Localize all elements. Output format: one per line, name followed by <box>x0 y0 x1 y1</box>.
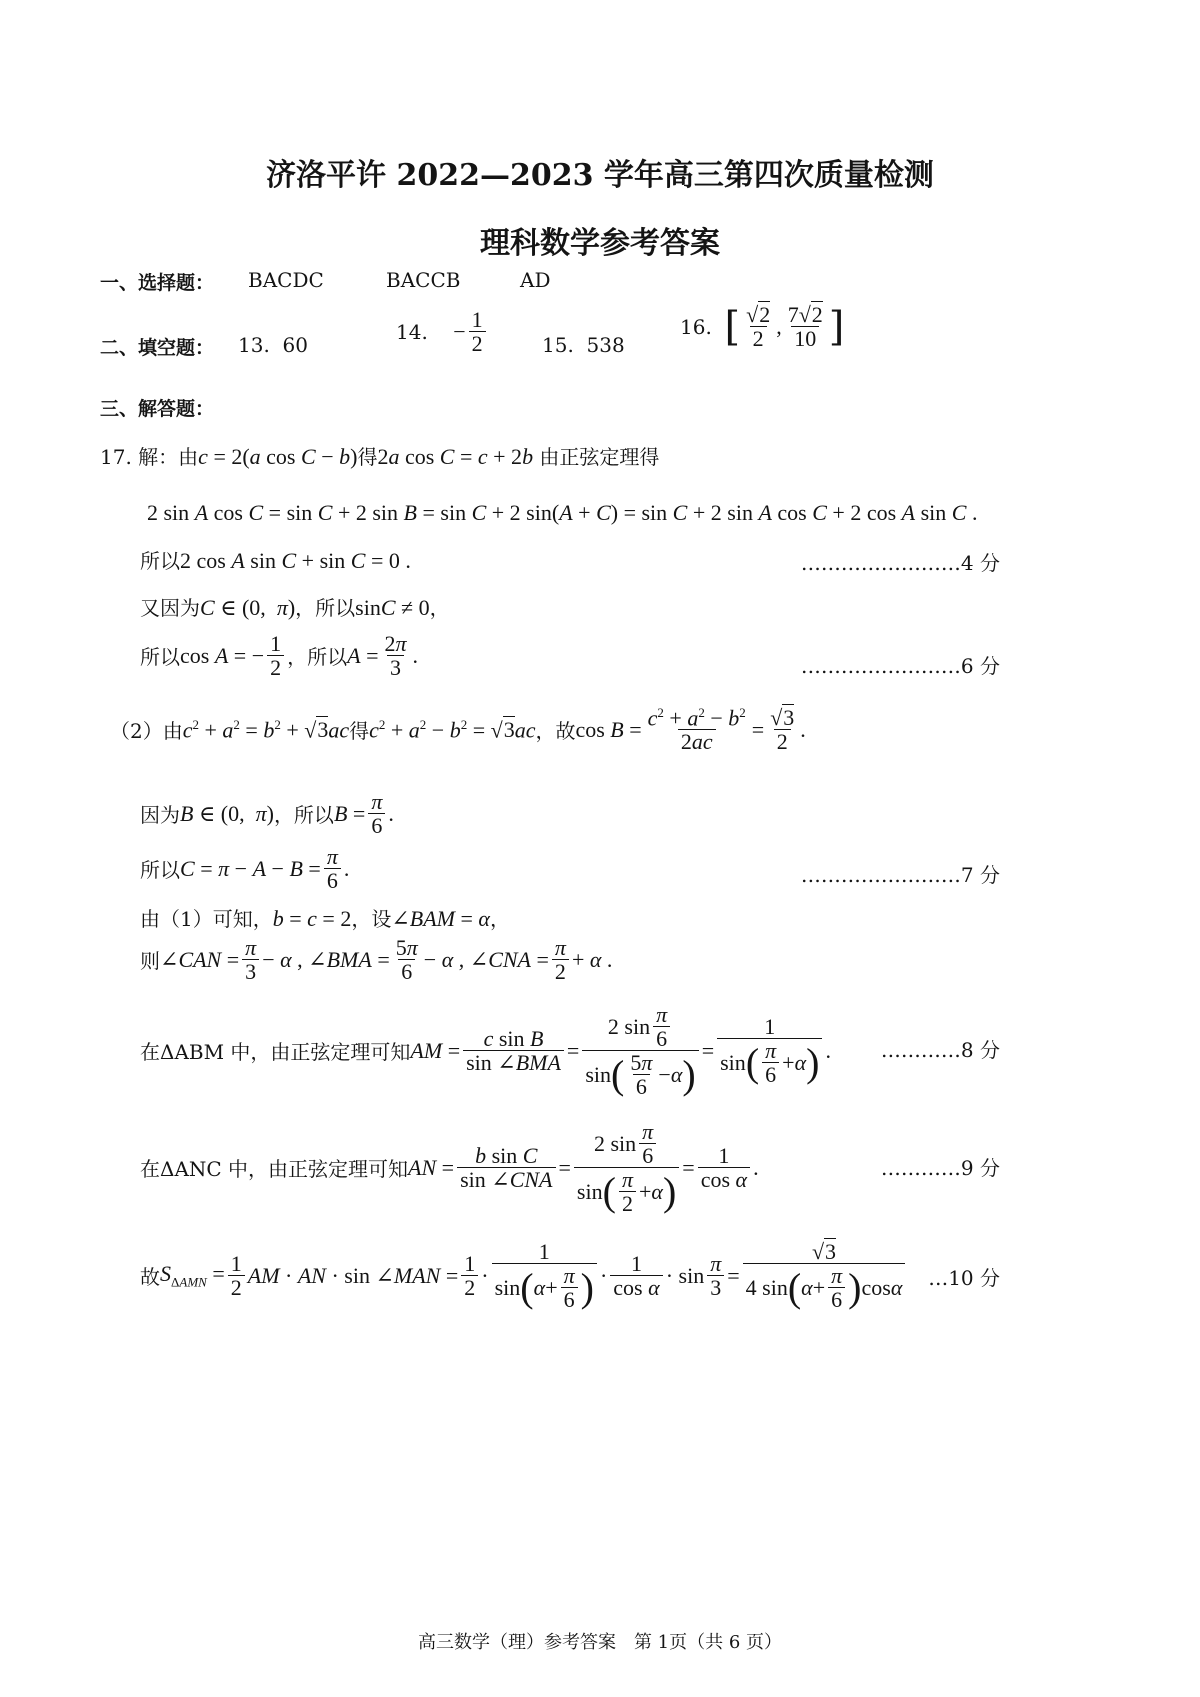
q16-answer: 16. [ $\frac{√2}{2}$ , $\frac{7√2}{10}$ ] <box>680 302 845 352</box>
choice-answers-1: BACDC <box>248 268 324 292</box>
section-solution-label: 三、解答题： <box>100 398 215 420</box>
q17-area-line: 故 $S_{\Delta AMN}$ = $\frac{1}{2}$ AM · AN · sin ∠MAN = $\frac{1}{2}$ · 1 sin ( α + $\frac{\pi}{6}$ ) · $\frac{1}{\text{cos α}}$ · sin $\frac{\pi}{3}$ = √3 4 sin ( α + $\frac{\pi}{6}$ ) cos α <box>140 1240 908 1311</box>
score-10: …10 分 <box>928 1266 1000 1290</box>
q17-line3: 所以2 cos A sin C + sin C = 0 . <box>140 548 411 573</box>
score-9: …………9 分 <box>880 1156 1000 1180</box>
score-4: ……………………4 分 <box>800 551 1000 575</box>
page-footer: 高三数学（理）参考答案 第 1页（共 6 页） <box>417 1632 783 1653</box>
q13-answer: 13. 60 <box>238 333 308 357</box>
score-6: ……………………6 分 <box>800 654 1000 678</box>
q17-am-line: 在ΔABM 中，由正弦定理可知 AM = $\frac{\text{c sin B}}{\text{sin ∠BMA}}$ = 2 sin $\frac{\pi}{6}$ sin ( $\frac{5\pi}{6}$ − α ) = 1 sin ( $\frac{\pi}{6}$ + α ) . <box>140 1002 831 1100</box>
q17-part2-line2: 因为 B ∈ (0, π) ，所以 B = $\frac{\pi}{6}$ . <box>140 789 394 839</box>
page-subtitle: 理科数学参考答案 <box>480 226 720 261</box>
q17-part2-line5: 则 ∠CAN = $\frac{\pi}{3}$ − α , ∠BMA = $\frac{5\pi}{6}$ − α , ∠CNA = $\frac{\pi}{2}$ + α . <box>140 935 613 985</box>
section-fill-label: 二、填空题： <box>100 337 215 359</box>
q17-line2: 2 sin A cos C = sin C + 2 sin B = sin C + 2 sin(A + C) = sin C + 2 sin A cos C + 2 cos A sin C . <box>147 500 978 525</box>
q17-part2-line1: （2）由 $c^2 + a^2 = b^2 + √3ac$ 得 $c^2 + a^2 - b^2 = √3ac$ ，故 cos B = $\frac{c^2 + a^2 - b^2}{2ac}$ = $\frac{√3}{2}$ . <box>110 705 806 755</box>
choice-answers-2: BACCB <box>386 268 461 292</box>
page-title: 济洛平许 2022—2023 学年高三第四次质量检测 <box>266 158 934 193</box>
section-choice-label: 一、选择题： <box>100 272 215 294</box>
q17-an-line: 在ΔANC 中，由正弦定理可知 AN = $\frac{\text{b sin C}}{\text{sin ∠CNA}}$ = 2 sin $\frac{\pi}{6}$ sin ( $\frac{\pi}{2}$ + α ) = $\frac{1}{\text{cos α}}$ . <box>140 1119 759 1217</box>
score-7: ……………………7 分 <box>800 863 1000 887</box>
choice-answers-3: AD <box>520 268 551 292</box>
q15-answer: 15. 538 <box>542 333 625 357</box>
q17-part2-line3: 所以 C = π − A − B = $\frac{\pi}{6}$ . <box>140 844 350 894</box>
q17-line5: 所以 cos A = − $\frac{1}{2}$ ，所以 A = $\frac{2\pi}{3}$ . <box>140 631 419 681</box>
q17-line4: 又因为C ∈ (0, π)，所以sinC ≠ 0， <box>140 595 450 620</box>
q14-answer: 14. − $\frac{1}{2}$ <box>396 308 489 355</box>
score-8: …………8 分 <box>880 1038 1000 1062</box>
q17-part2-line4: 由（1）可知，b = c = 2，设∠BAM = α， <box>140 906 510 931</box>
q17-line1: 17. 解：由c = 2(a cos C − b)得2a cos C = c + 2b 由正弦定理得 <box>100 444 660 469</box>
